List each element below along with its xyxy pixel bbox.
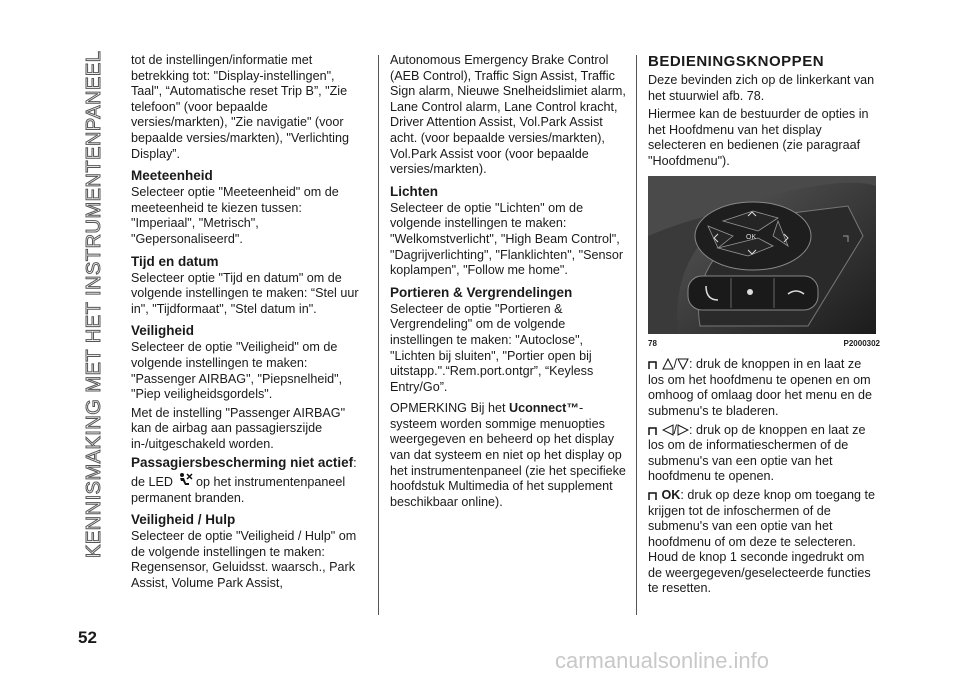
sep-2: / (673, 422, 677, 437)
ok-label: OK (661, 487, 681, 502)
text-veiligheid-1: Selecteer de optie "Veiligheid" om de volgende instellingen te maken: "Passenger AIRBAG", "Piepsnelheid", "Piep veiligheidsgordels". (131, 340, 343, 402)
figure-ok-label: OK (746, 233, 757, 241)
heading-meeteenheid: Meeteenheid (131, 168, 213, 184)
led-text-post: op het instrumentenpaneel permanent branden. (131, 475, 346, 505)
col2-intro: Autonomous Emergency Brake Control (AEB Control), Traffic Sign Assist, Traffic Sign alarm, Nieuwe Snelheidslimiet alarm, Lane Control alarm, Lane Control kracht, Driver Attention Assist, Vol.Park Assist acht. (voor bepaalde versies/markten), Vol.Park Assist voor (voor bepaalde versies/markten). (390, 53, 626, 177)
text-up-down: : druk de knoppen in en laat ze los om het hoofdmenu te openen en om omhoog of omlaag door het menu en de submenu's te bladeren. (648, 357, 873, 418)
note-post: -systeem worden sommige menuopties weergegeven en beheerd op het display van dat systeem en niet op het display op het instrumentenpaneel (zie het specifieke hoofdstuk Multimedia of het supplement beschikbaar online). (390, 401, 626, 509)
text-intro-1: Deze bevinden zich op de linkerkant van het stuurwiel afb. 78. (648, 73, 875, 103)
column-1 (131, 53, 367, 595)
triangle-down-icon (677, 358, 689, 370)
bullet-icon (648, 491, 658, 501)
airbag-off-icon (177, 472, 193, 488)
bullet-icon (648, 360, 658, 370)
watermark: carmanualsonline.info (555, 648, 770, 673)
heading-portieren: Portieren & Vergrendelingen (390, 284, 573, 300)
text-ok: : druk op deze knop om toegang te krijgen tot de infoschermen of de submenu's van een optie van het hoofdmenu of om deze te selecteren. Houd de knop 1 seconde ingedrukt om de weergegeven/geselecteerde functies te resetten. (648, 487, 876, 596)
heading-veiligheid: Veiligheid (131, 323, 195, 339)
text-intro-2: Hiermee kan de bestuurder de opties in het Hoofdmenu van het display selecteren en bedienen (zie paragraaf "Hoofdmenu"). (648, 107, 869, 168)
heading-veiligheid-hulp: Veiligheid / Hulp (131, 512, 236, 528)
steering-wheel-controls-figure (648, 176, 876, 334)
colon: : (353, 456, 357, 471)
heading-tijd-datum: Tijd en datum (131, 253, 219, 269)
steering-wheel-illustration (648, 176, 876, 334)
column-2 (390, 53, 626, 513)
heading-bedieningsknoppen: BEDIENINGSKNOPPEN (648, 53, 825, 70)
side-chapter-title: KENNISMAKING MET HET INSTRUMENTENPANEEL (83, 50, 105, 558)
text-veiligheid-2: Met de instelling "Passenger AIRBAG" kan de airbag aan passagierszijde in-/uitgeschakeld worden. (131, 405, 346, 451)
column-3 (648, 53, 880, 600)
note-paragraph (390, 401, 626, 510)
triangle-right-icon (677, 424, 689, 436)
note-pre: OPMERKING Bij het (390, 401, 506, 416)
text-meeteenheid: Selecteer optie "Meeteenheid" om de meeteenheid te kiezen tussen: "Imperiaal", "Metrisch", "Gepersonaliseerd". (131, 185, 339, 246)
column-divider-1 (378, 55, 379, 615)
text-lichten: Selecteer de optie "Lichten" om de volgende instellingen te maken: "Welkomstverlicht", "High Beam Control", "Dagrijverlichting", "Flanklichten", "Sensor koplampen", "Follow me home". (390, 200, 624, 278)
figure-number: 78 (648, 338, 657, 348)
heading-passagiersbescherming: Passagiersbescherming niet actief (131, 455, 354, 471)
button-up-down-paragraph (648, 357, 880, 419)
heading-lichten: Lichten (390, 183, 439, 199)
note-brand: Uconnect™ (508, 401, 579, 416)
led-text-pre: de LED (131, 475, 174, 490)
button-ok-paragraph (648, 488, 880, 597)
triangle-left-icon (662, 424, 674, 436)
triangle-up-icon (662, 358, 674, 370)
text-tijd-datum: Selecteer optie "Tijd en datum" om de volgende instellingen te maken: “Stel uur in", "Tijdformaat", "Stel datum in". (131, 270, 359, 316)
passenger-protection-paragraph (131, 455, 367, 506)
col1-intro: tot de instellingen/informatie met betrekking tot: "Display-instellingen", Taal", “Automatische reset Trip B”, "Zie telefoon" (voor bepaalde versies/markten), "Zie navigatie" (voor bepaalde versies/markten), "Verlichting Display”. (131, 53, 349, 161)
page-number: 52 (78, 628, 97, 647)
text-veiligheid-hulp: Selecteer de optie "Veiligheid / Hulp" om de volgende instellingen te maken: Regensensor, Geluidsst. waarsch., Park Assist, Volume Park Assist, (131, 529, 357, 591)
button-left-right-paragraph (648, 423, 880, 485)
column-divider-2 (636, 55, 637, 615)
text-portieren: Selecteer de optie "Portieren & Vergrendeling" om de volgende instellingen te maken: "Autoclose", "Lichten bij sluiten", "Portier open bij uitstapp.".“Rem.port.ontgr”, “Keyless Entry/Go”. (390, 301, 594, 394)
figure-code: P2000302 (843, 338, 880, 348)
bullet-icon (648, 426, 658, 436)
sep-1: / (673, 357, 677, 372)
text-left-right: : druk op de knoppen en laat ze los om de informatieschermen of de submenu's van een optie van het hoofdmenu te openen. (648, 422, 866, 484)
figure-caption (648, 336, 880, 352)
